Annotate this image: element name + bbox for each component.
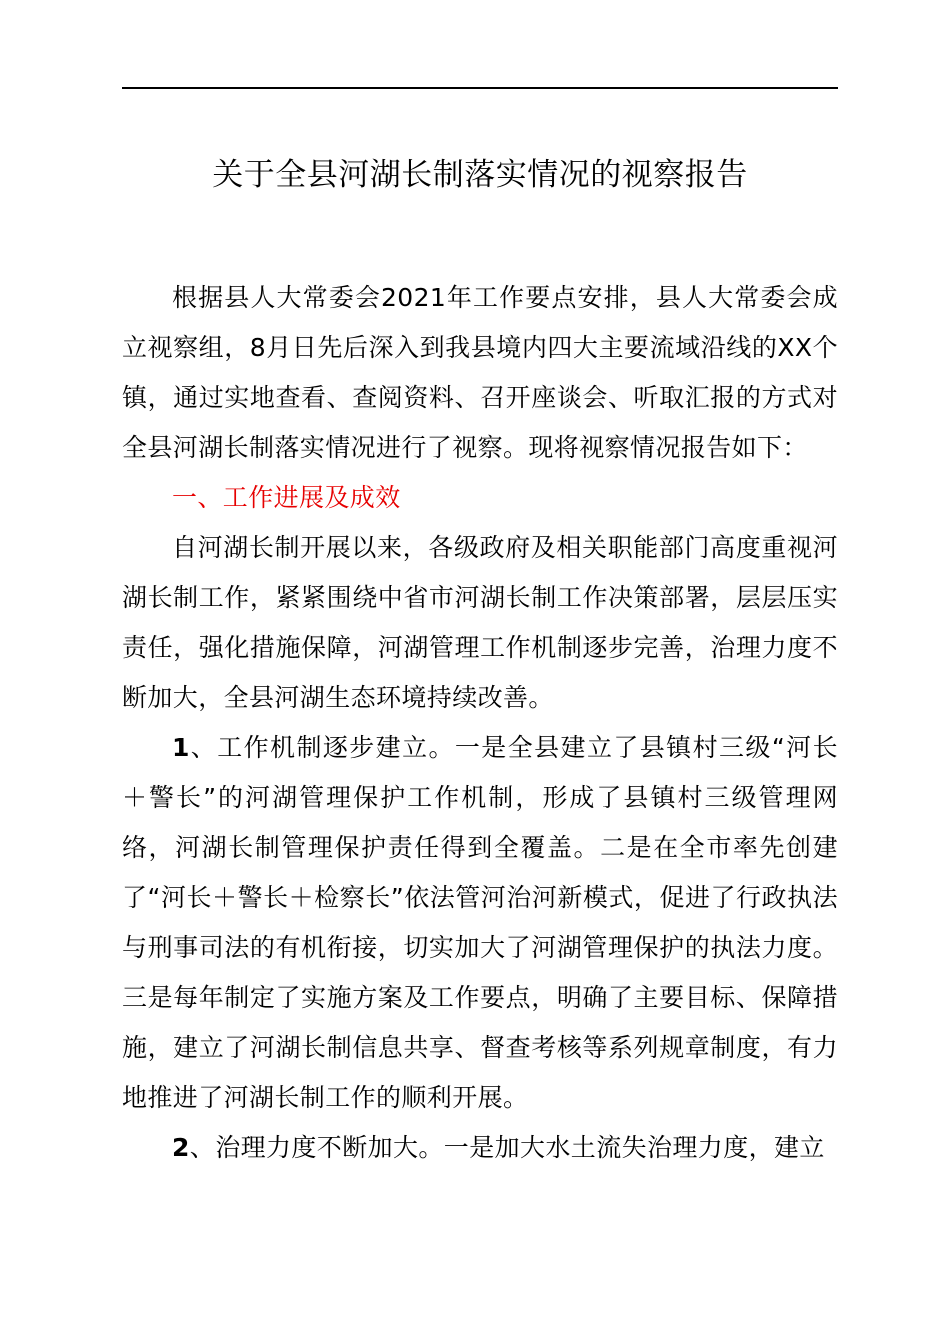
item-2-number: 2 bbox=[172, 1133, 190, 1162]
item-1-number: 1 bbox=[172, 733, 190, 762]
document-title: 关于全县河湖长制落实情况的视察报告 bbox=[212, 157, 748, 193]
section-intro-paragraph: 自河湖长制开展以来，各级政府及相关职能部门高度重视河湖长制工作，紧紧围绕中省市河湖长制工作决策部署，层层压实责任，强化措施保障，河湖管理工作机制逐步完善，治理力度不断加大，全县河湖生态环境持续改善。 bbox=[122, 533, 838, 712]
item-2-paragraph bbox=[122, 1123, 838, 1173]
item-1-text: 、工作机制逐步建立。一是全县建立了县镇村三级“河长＋警长”的河湖管理保护工作机制，形成了县镇村三级管理网络，河湖长制管理保护责任得到全覆盖。二是在全市率先创建了“河长＋警长＋检察长”依法管河治河新模式，促进了行政执法与刑事司法的有机衔接，切实加大了河湖管理保护的执法力度。三是每年制定了实施方案及工作要点，明确了主要目标、保障措施，建立了河湖长制信息共享、督查考核等系列规章制度，有力地推进了河湖长制工作的顺利开展。 bbox=[122, 733, 838, 1112]
item-2-text: 、治理力度不断加大。一是加大水土流失治理力度，建立 bbox=[189, 1133, 825, 1162]
document-body bbox=[122, 273, 838, 1173]
section-heading: 一、工作进展及成效 bbox=[172, 483, 401, 512]
header-rule bbox=[122, 87, 838, 89]
intro-paragraph: 根据县人大常委会2021年工作要点安排，县人大常委会成立视察组，8月日先后深入到我县境内四大主要流域沿线的XX个镇，通过实地查看、查阅资料、召开座谈会、听取汇报的方式对全县河湖长制落实情况进行了视察。现将视察情况报告如下： bbox=[122, 283, 838, 462]
item-1-paragraph bbox=[122, 723, 838, 1123]
